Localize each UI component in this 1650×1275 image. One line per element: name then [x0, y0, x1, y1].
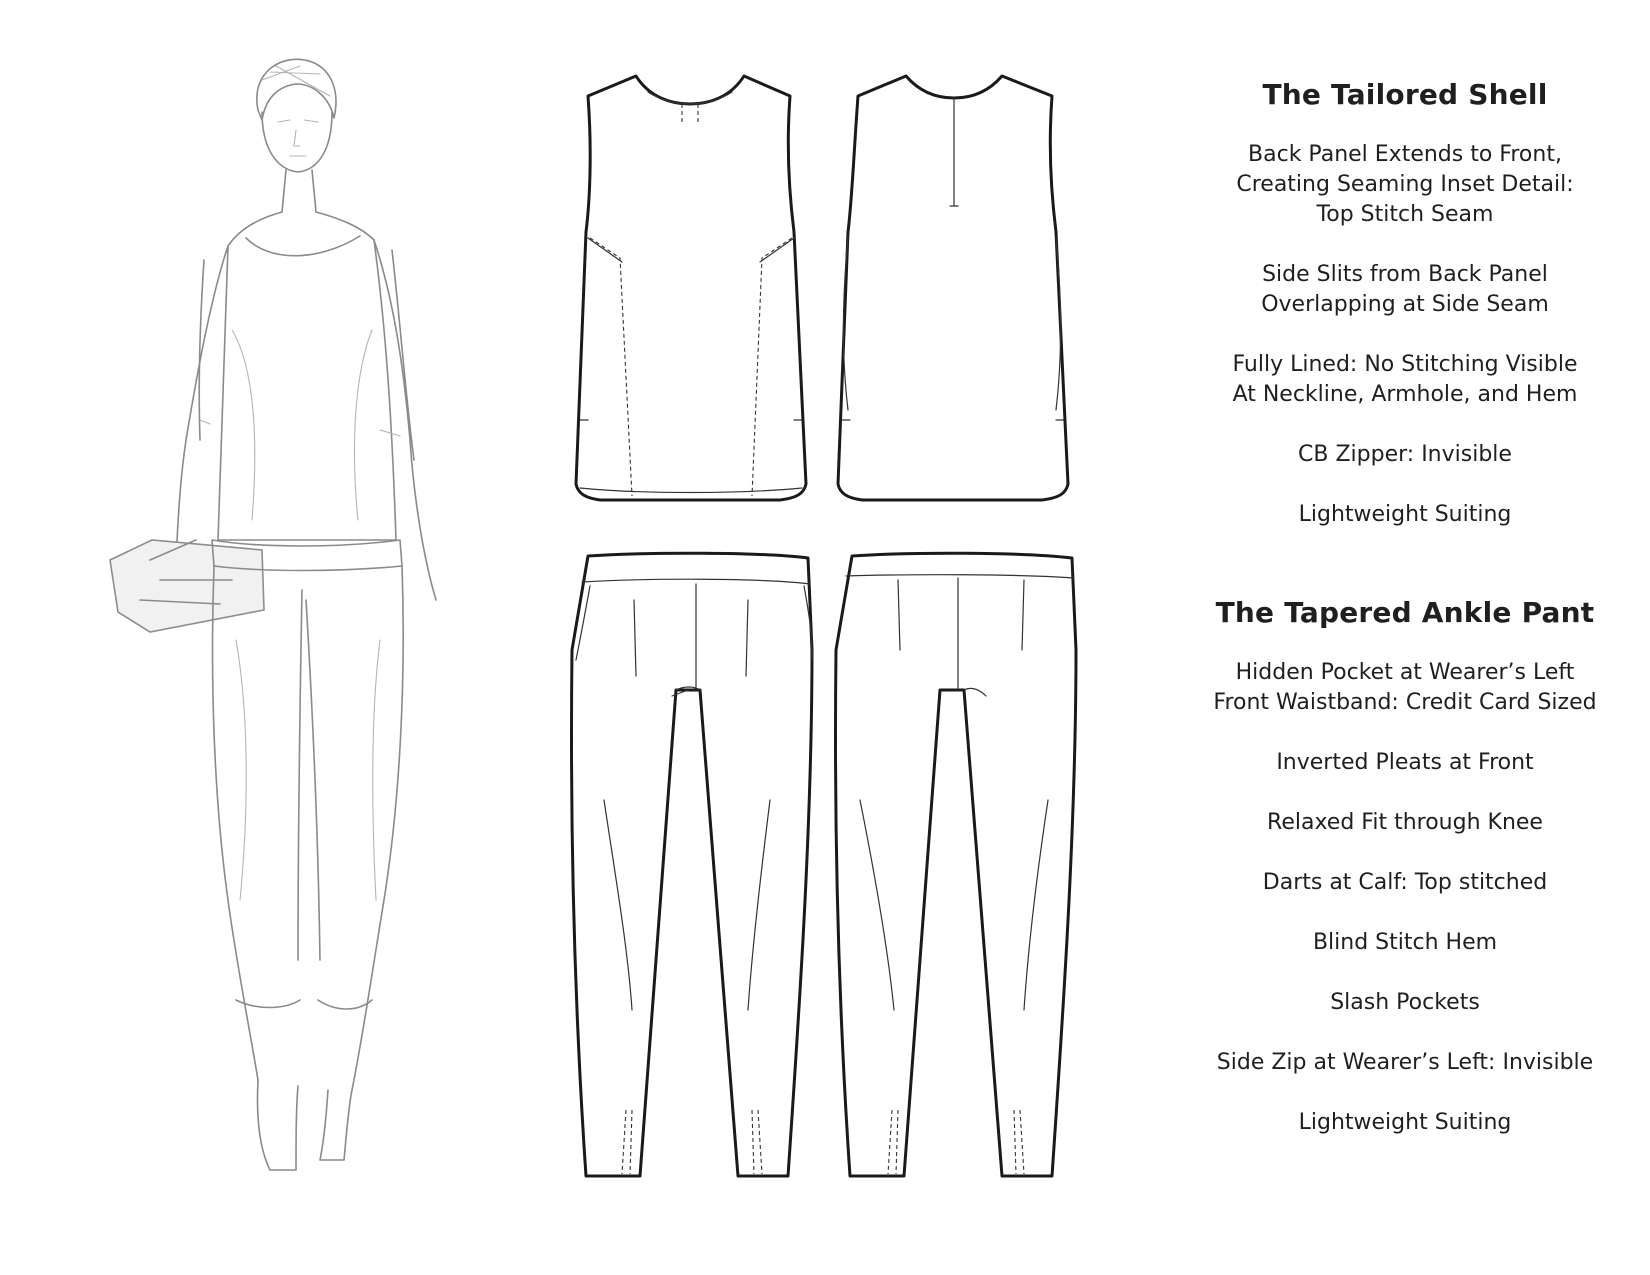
pant-back-flat — [836, 553, 1076, 1176]
pant-detail-item: Blind Stitch Hem — [1312, 930, 1498, 955]
pant-detail-item: Slash Pockets — [1330, 990, 1480, 1015]
pant-detail-item: Side Zip at Wearer’s Left: Invisible — [1216, 1050, 1594, 1075]
fashion-sketch-figure — [110, 59, 436, 1170]
pant-front-flat — [572, 553, 812, 1176]
pant-detail-item: Hidden Pocket at Wearer’s Left Front Waistband: Credit Card Sized — [1213, 660, 1597, 715]
pant-detail-item: Relaxed Fit through Knee — [1267, 810, 1543, 835]
shell-detail-list — [1160, 140, 1650, 530]
pant-title: The Tapered Ankle Pant — [1215, 596, 1595, 629]
pant-detail-item: Inverted Pleats at Front — [1276, 750, 1534, 775]
shell-back-flat — [838, 76, 1068, 500]
shell-detail-item: Fully Lined: No Stitching Visible At Neckline, Armhole, and Hem — [1232, 352, 1578, 407]
shell-detail-item: Side Slits from Back Panel Overlapping at Side Seam — [1261, 262, 1549, 317]
pant-detail-item: Lightweight Suiting — [1298, 1110, 1512, 1135]
spec-panel — [1160, 0, 1650, 1275]
shell-spec-section — [1160, 78, 1650, 530]
shell-detail-item: Back Panel Extends to Front, Creating Seaming Inset Detail: Top Stitch Seam — [1236, 142, 1574, 227]
pant-detail-list — [1160, 658, 1650, 1138]
shell-front-flat — [576, 76, 806, 500]
shell-title: The Tailored Shell — [1262, 78, 1548, 111]
shell-detail-item: CB Zipper: Invisible — [1298, 442, 1512, 467]
pant-detail-item: Darts at Calf: Top stitched — [1262, 870, 1548, 895]
shell-detail-item: Lightweight Suiting — [1298, 502, 1512, 527]
pant-spec-section — [1160, 596, 1650, 1138]
